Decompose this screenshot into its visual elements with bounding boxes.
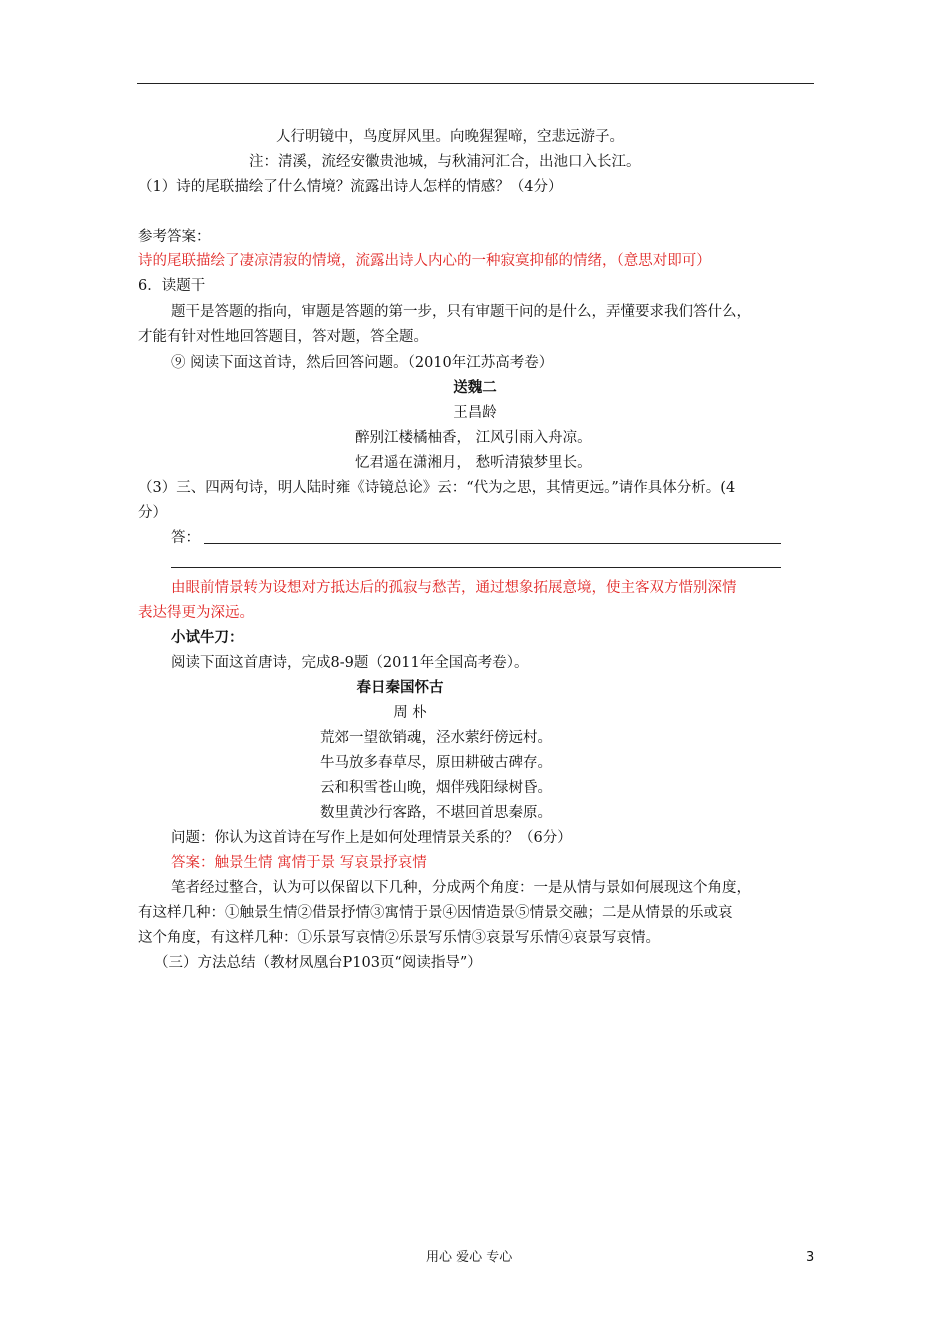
question-text: （1）诗的尾联描绘了什么情境？流露出诗人怎样的情感？（4分）: [138, 179, 563, 195]
answer-blank-line: [171, 567, 781, 568]
poem-author: 王昌龄: [453, 405, 497, 421]
poem-line: 云和积雪苍山晚，烟伴残阳绿树昏。: [320, 780, 552, 796]
answer-text: 诗的尾联描绘了凄凉清寂的情境，流露出诗人内心的一种寂寞抑郁的情绪，（意思对即可）: [138, 253, 711, 269]
poem-line: 荒郊一望欲销魂，泾水萦纡傍远村。: [320, 730, 552, 746]
question-text: （3）三、四两句诗，明人陆时雍《诗镜总论》云：“代为之思，其情更远。”请作具体分析。(4: [138, 480, 736, 496]
poem-note: 注：清溪，流经安徽贵池城，与秋浦河汇合，出池口入长江。: [249, 154, 641, 170]
poem-title: 春日秦国怀古: [356, 679, 444, 696]
poem-line: 数里黄沙行客路，不堪回首思秦原。: [320, 805, 552, 821]
poem-line: 人行明镜中，鸟度屏风里。向晚猩猩啼，空悲远游子。: [276, 129, 624, 145]
header-rule: [137, 83, 814, 84]
answer-blank-line: [204, 543, 781, 544]
reference-answer-label: 参考答案：: [138, 229, 211, 245]
footer-motto: 用心 爱心 专心: [426, 1250, 513, 1265]
practice-heading: 小试牛刀：: [171, 629, 244, 646]
paragraph-line: 这个角度，有这样几种：①乐景写哀情②乐景写乐情③哀景写乐情④哀景写哀情。: [138, 930, 660, 946]
poem-author: 周 朴: [393, 705, 427, 721]
exercise-intro: ⑨ 阅读下面这首诗，然后回答问题。（2010年江苏高考卷）: [171, 355, 554, 371]
question-text: 分）: [138, 505, 167, 521]
page-number: 3: [806, 1250, 815, 1265]
section-heading: 6．读题干: [138, 278, 206, 294]
answer-text: 表达得更为深远。: [138, 605, 254, 621]
paragraph-line: 有这样几种：①触景生情②借景抒情③寓情于景④因情造景⑤情景交融；二是从情景的乐或哀: [138, 905, 733, 921]
question-text: 问题：你认为这首诗在写作上是如何处理情景关系的？（6分）: [171, 830, 572, 846]
answer-text: 由眼前情景转为设想对方抵达后的孤寂与愁苦，通过想象拓展意境，使主客双方惜别深情: [171, 580, 737, 596]
paragraph-line: 才能有针对性地回答题目，答对题，答全题。: [138, 329, 428, 345]
poem-line: 牛马放多春草尽，原田耕破古碑存。: [320, 755, 552, 771]
exercise-intro: 阅读下面这首唐诗，完成8-9题（2011年全国高考卷）。: [171, 655, 529, 671]
paragraph-line: 题干是答题的指向，审题是答题的第一步，只有审题干问的是什么，弄懂要求我们答什么，: [171, 304, 751, 320]
poem-title: 送魏二: [453, 379, 497, 396]
answer-label: 答：: [171, 530, 200, 546]
poem-line: 醉别江楼橘柚香， 江风引雨入舟凉。: [355, 430, 592, 446]
answer-text: 答案：触景生情 寓情于景 写哀景抒哀情: [171, 855, 427, 871]
paragraph-line: 笔者经过整合，认为可以保留以下几种，分成两个角度：一是从情与景如何展现这个角度，: [171, 880, 751, 896]
method-summary-heading: （三）方法总结（教材凤凰台P103页“阅读指导”）: [154, 955, 482, 971]
poem-line: 忆君遥在潇湘月， 愁听清猿梦里长。: [355, 455, 592, 471]
